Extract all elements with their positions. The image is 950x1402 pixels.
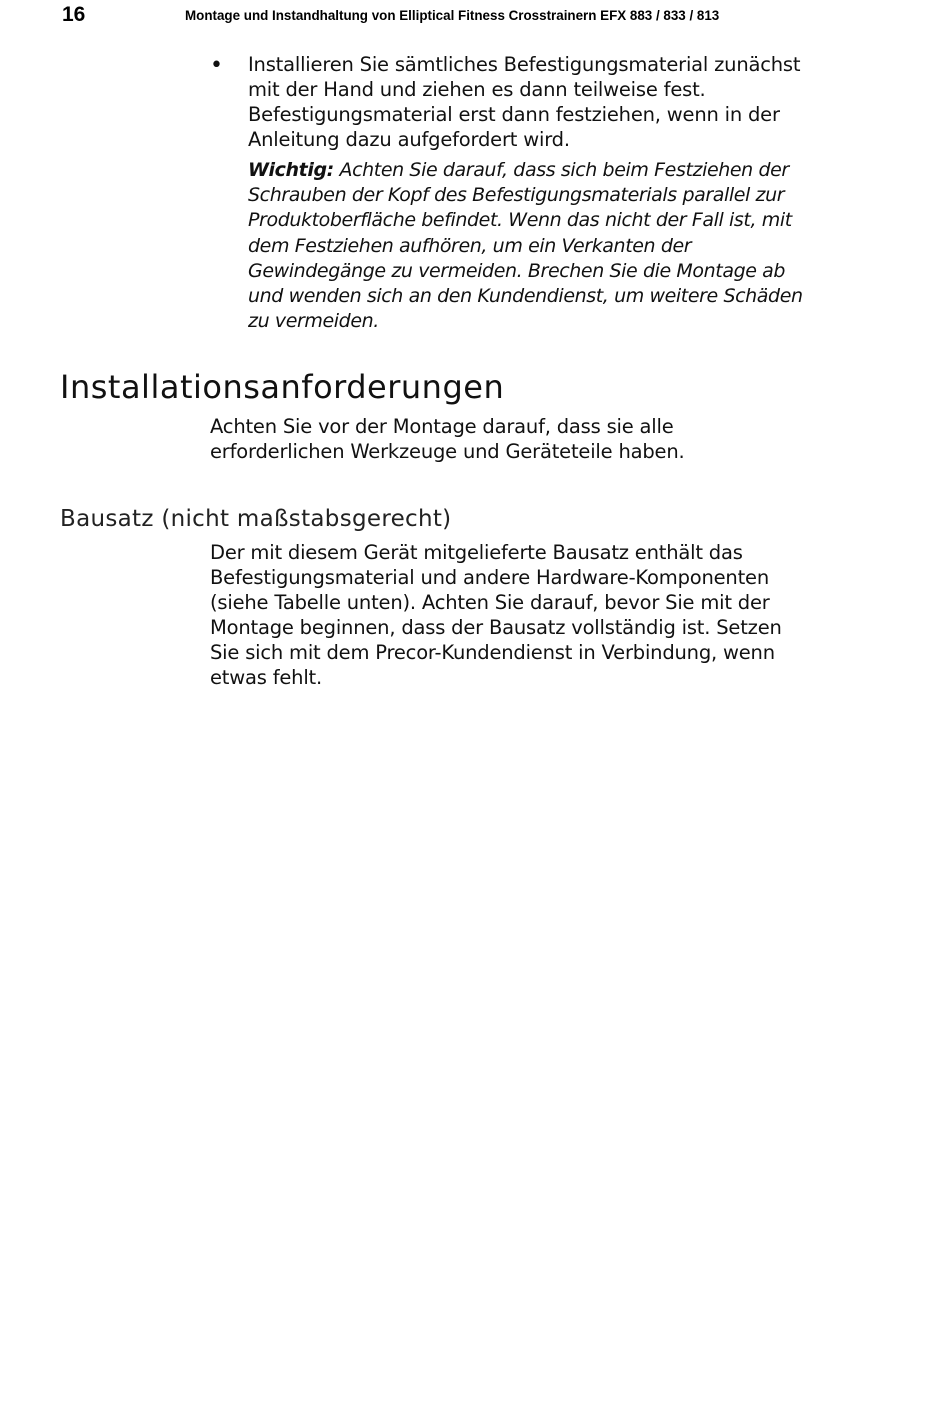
bullet-icon: • bbox=[210, 53, 223, 78]
requirements-paragraph: Achten Sie vor der Montage darauf, dass sie alle erforderlichen Werkzeuge und Geräteteile haben. bbox=[210, 415, 685, 463]
page-number: 16 bbox=[62, 3, 86, 26]
note-label: Wichtig: bbox=[248, 159, 334, 181]
running-header: Montage und Instandhaltung von Elliptical Fitness Crosstrainern EFX 883 / 833 / 813 bbox=[185, 8, 720, 23]
bullet-line-2: Befestigungsmaterial erst dann festziehen, wenn in der Anleitung dazu aufgefordert wird. bbox=[248, 103, 780, 151]
important-note bbox=[248, 158, 808, 334]
section-heading-kit: Bausatz (nicht maßstabsgerecht) bbox=[60, 506, 452, 532]
kit-paragraph: Der mit diesem Gerät mitgelieferte Bausatz enthält das Befestigungsmaterial und andere Hardware-Komponenten (siehe Tabelle unten). Achten Sie darauf, bevor Sie mit der Montage beginnen, dass der Bausatz vollständig ist. Setzen Sie sich mit dem Precor-Kundendienst in Verbindung, wenn etwas fehlt. bbox=[210, 541, 782, 689]
bullet-line-1: Installieren Sie sämtliches Befestigungsmaterial zunächst mit der Hand und ziehen es dann teilweise fest. bbox=[248, 53, 801, 101]
section-heading-requirements: Installationsanforderungen bbox=[60, 368, 505, 406]
bullet-text bbox=[248, 52, 808, 152]
note-text: Achten Sie darauf, dass sich beim Festziehen der Schrauben der Kopf des Befestigungsmaterials parallel zur Produktoberfläche befindet. Wenn das nicht der Fall ist, mit dem Festziehen aufhören, um ein Verkanten der Gewindegänge zu vermeiden. Brechen Sie die Montage ab und wenden sich an den Kundendienst, um weitere Schäden zu vermeiden. bbox=[248, 159, 803, 333]
